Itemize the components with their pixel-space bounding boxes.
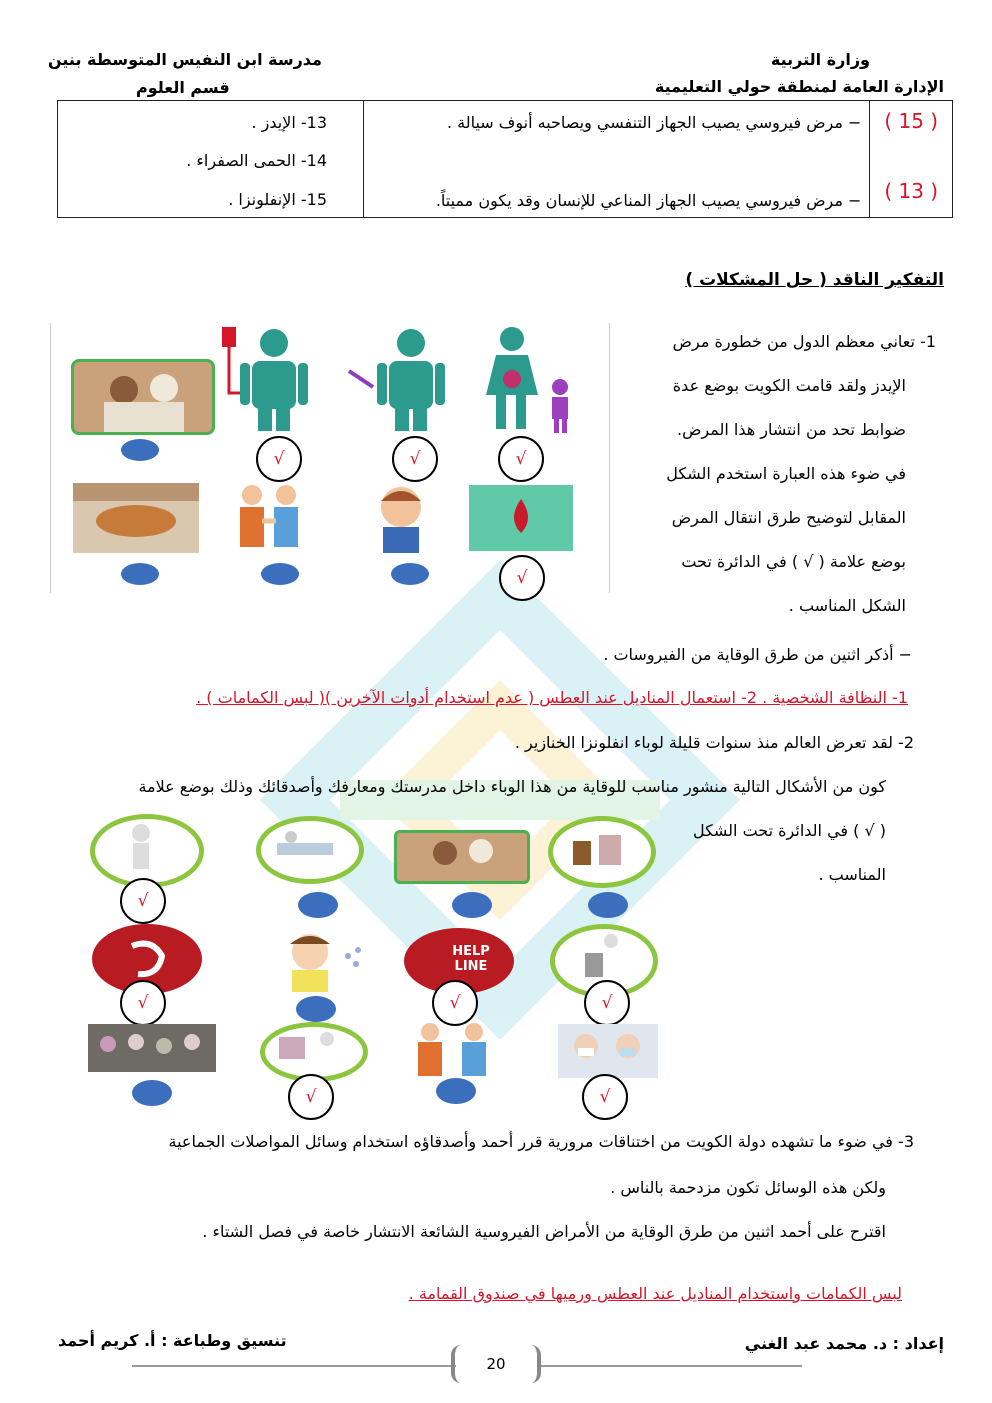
answer-circle-checked[interactable]: √ <box>498 436 544 482</box>
q1-line: في ضوء هذه العبارة استخدم الشكل <box>666 464 906 483</box>
description-cell: − مرض فيروسي يصيب الجهاز المناعي للإنسان وقد يكون مميتاً. <box>435 191 862 210</box>
hug-photo <box>394 830 530 884</box>
descriptions-column <box>364 101 870 218</box>
handshake-kids-icon <box>396 1022 516 1078</box>
q1-line: الشكل المناسب . <box>788 596 906 615</box>
q1-figure-panel <box>50 323 610 593</box>
answers-column <box>870 101 953 218</box>
q1-line: المقابل لتوضيح طرق انتقال المرض <box>671 508 906 527</box>
answer-cell: ( 15 ) <box>884 109 939 133</box>
washing-hands-image <box>260 1022 368 1082</box>
answer-oval[interactable] <box>436 1078 476 1104</box>
matching-table <box>57 100 953 218</box>
answer-oval[interactable] <box>588 892 628 918</box>
q1-answer: 1- النظافة الشخصية . 2- استعمال المناديل عند العطس ( عدم استخدام أدوات الآخرين )( لبس الكمامات ) . <box>196 688 908 707</box>
coughing-person-icon <box>359 481 443 553</box>
q2-line-1: 2- لقد تعرض العالم منذ سنوات قليلة لوباء انفلونزا الخنازير . <box>514 733 914 752</box>
thinking-figure-image <box>90 814 204 888</box>
help-line-label: HELP LINE <box>452 944 490 974</box>
answer-oval[interactable] <box>261 563 299 585</box>
answer-oval[interactable] <box>452 892 492 918</box>
q1-line: 1- تعاني معظم الدول من خطورة مرض <box>672 332 936 351</box>
q1-line: ضوابط تحد من انتشار هذا المرض. <box>676 420 906 439</box>
q3-line-3: اقترح على أحمد اثنين من طرق الوقاية من الأمراض الفيروسية الشائعة الانتشار خاصة في فصل الشتاء . <box>202 1222 886 1241</box>
answer-circle-checked[interactable]: √ <box>120 980 166 1026</box>
answer-circle-checked[interactable]: √ <box>392 436 438 482</box>
answer-oval[interactable] <box>121 439 159 461</box>
answer-circle-checked[interactable]: √ <box>256 436 302 482</box>
answer-oval[interactable] <box>296 996 336 1022</box>
term-cell: 13- الإيدز . <box>251 113 328 132</box>
answer-circle-checked[interactable]: √ <box>499 555 545 601</box>
answer-circle-checked[interactable]: √ <box>584 980 630 1026</box>
answer-cell: ( 13 ) <box>884 179 939 203</box>
shared-food-photo <box>73 483 199 553</box>
term-cell: 14- الحمى الصفراء . <box>186 151 328 170</box>
q3-answer: لبس الكمامات واستخدام المناديل عند العطس ورميها في صندوق القمامة . <box>408 1284 902 1303</box>
crowd-photo <box>88 1024 216 1072</box>
section-title: التفكير الناقد ( حل المشكلات ) <box>685 270 944 290</box>
face-masks-photo <box>558 1024 658 1078</box>
answer-oval[interactable] <box>391 563 429 585</box>
blood-drop-photo <box>469 485 573 551</box>
sneezing-person-icon <box>254 926 372 992</box>
q3-line-1: 3- في ضوء ما تشهده دولة الكويت من اختناقات مرورية قرر أحمد وأصدقاؤه استخدام وسائل المواصلات الجماعية <box>168 1132 914 1151</box>
page-number: 20 <box>486 1355 506 1373</box>
answer-oval[interactable] <box>298 892 338 918</box>
answer-circle-checked[interactable]: √ <box>582 1074 628 1120</box>
hospital-bed-image <box>256 816 364 884</box>
footer-rule <box>132 1365 456 1367</box>
answer-oval[interactable] <box>132 1080 172 1106</box>
prepared-by: إعداد : د. محمد عبد الغني <box>744 1334 944 1353</box>
hug-photo <box>71 359 215 435</box>
directorate-title: الإدارة العامة لمنطقة حولي التعليمية <box>654 77 944 96</box>
q2-figure-grid <box>80 812 670 1122</box>
syringe-icon <box>343 323 455 431</box>
q1-line: بوضع علامة ( √ ) في الدائرة تحت <box>681 552 906 571</box>
school-name: مدرسة ابن النفيس المتوسطة بنين <box>48 50 322 69</box>
description-cell: − مرض فيروسي يصيب الجهاز التنفسي ويصاحبه أنوف سيالة . <box>446 113 862 132</box>
q2-line-2: كون من الأشكال التالية منشور مناسب للوقاية من هذا الوباء داخل مدرستك ومعارفك وأصدقائك وذلك بوضع علامة <box>138 777 886 796</box>
terms-column <box>58 101 364 218</box>
handshake-kids-icon <box>228 481 310 553</box>
term-cell: 15- الإنفلونزا . <box>228 190 328 209</box>
answer-circle-checked[interactable]: √ <box>432 980 478 1026</box>
department-name: قسم العلوم <box>136 78 230 97</box>
answer-oval[interactable] <box>121 563 159 585</box>
q1-line: الإيدز ولقد قامت الكويت بوضع عدة <box>672 376 906 395</box>
coordination-by: تنسيق وطباعة : أ. كريم أحمد <box>58 1331 287 1350</box>
answer-circle-checked[interactable]: √ <box>288 1074 334 1120</box>
shared-items-image <box>548 816 656 888</box>
q1-sub-question: − أذكر اثنين من طرق الوقاية من الفيروسات . <box>603 645 912 664</box>
question-1-text <box>636 332 936 640</box>
pregnant-mother-icon <box>476 323 586 433</box>
answer-circle-checked[interactable]: √ <box>120 878 166 924</box>
blood-transfusion-icon <box>216 323 328 431</box>
q2-line-3: ( √ ) في الدائرة تحت الشكل <box>692 821 886 840</box>
q3-line-2: ولكن هذه الوسائل تكون مزدحمة بالناس . <box>610 1178 886 1197</box>
footer-rule <box>540 1365 802 1367</box>
q2-line-4: المناسب . <box>818 865 886 884</box>
ministry-title: وزارة التربية <box>770 50 870 69</box>
